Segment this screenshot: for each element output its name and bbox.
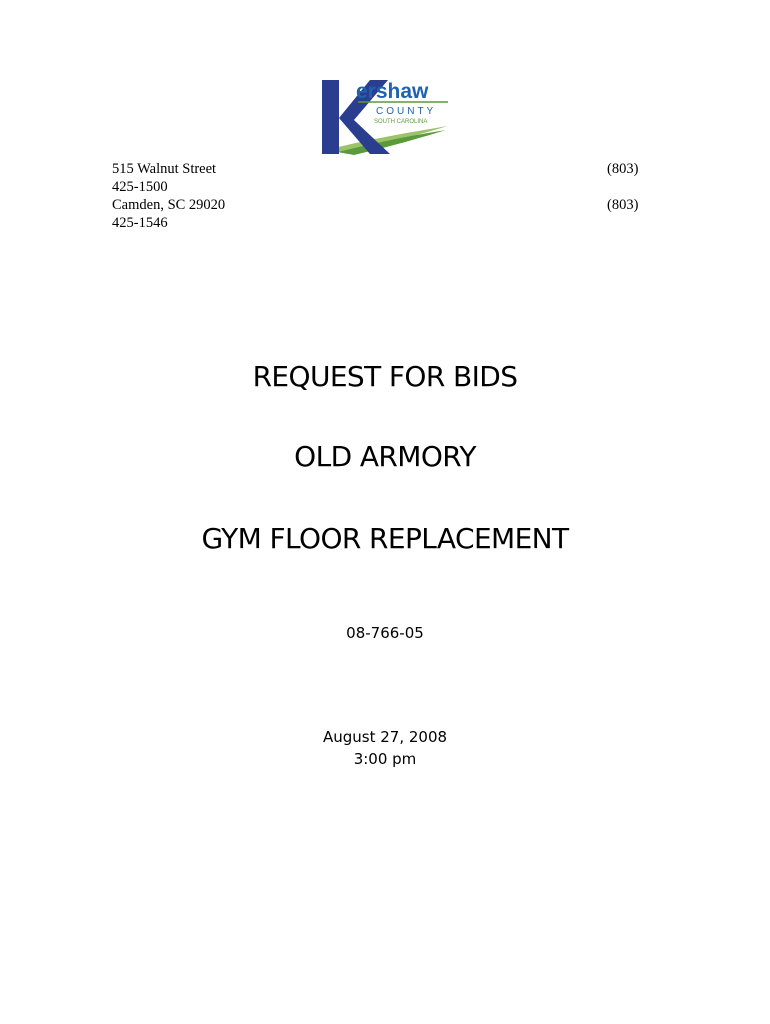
due-time: 3:00 pm bbox=[353, 750, 417, 768]
area-code-2: (803) bbox=[607, 197, 639, 213]
title-old-armory: OLD ARMORY bbox=[294, 440, 476, 473]
title-request-for-bids: REQUEST FOR BIDS bbox=[252, 360, 518, 393]
address-street: 515 Walnut Street bbox=[112, 161, 217, 177]
address-block bbox=[112, 160, 225, 232]
logo-county: COUNTY bbox=[376, 106, 437, 117]
logo-wordmark: ershaw bbox=[356, 80, 429, 103]
bid-number: 08-766-05 bbox=[346, 624, 424, 642]
address-phone-2: 425-1546 bbox=[112, 215, 168, 231]
area-code-1: (803) bbox=[607, 161, 639, 177]
logo-k-stem bbox=[322, 80, 339, 154]
address-city: Camden, SC 29020 bbox=[112, 197, 226, 213]
due-date: August 27, 2008 bbox=[322, 728, 448, 746]
logo-swoosh bbox=[326, 126, 448, 154]
logo-state: SOUTH CAROLINA bbox=[374, 119, 428, 125]
address-phone-1: 425-1500 bbox=[112, 179, 168, 195]
title-gym-floor-replacement: GYM FLOOR REPLACEMENT bbox=[201, 522, 569, 555]
kershaw-county-logo bbox=[318, 76, 452, 156]
